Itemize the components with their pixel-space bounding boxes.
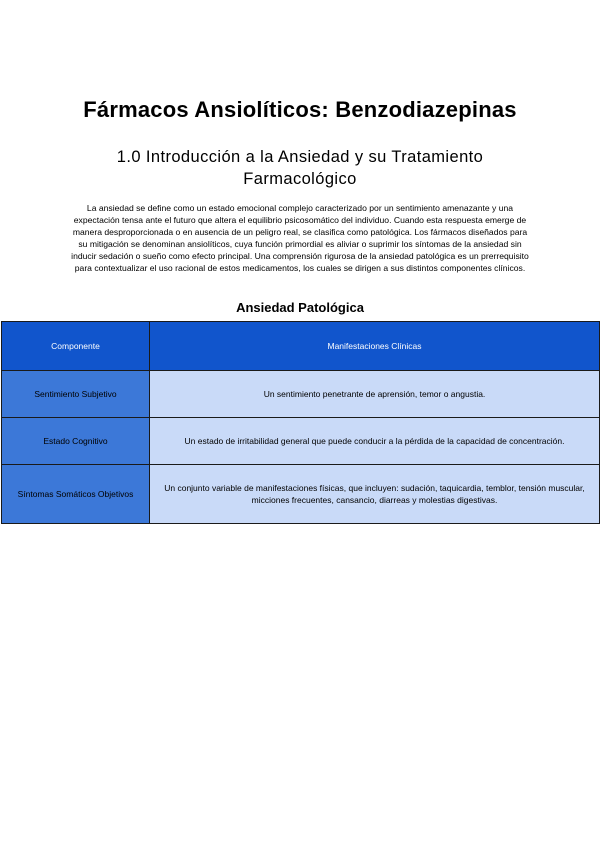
header-component: Componente xyxy=(2,322,150,371)
table-row xyxy=(2,371,600,418)
table-row xyxy=(2,418,600,465)
table-header-row xyxy=(2,322,600,371)
row-manifestations: Un sentimiento penetrante de aprensión, temor o angustia. xyxy=(150,371,600,418)
document-title: Fármacos Ansiolíticos: Benzodiazepinas xyxy=(83,97,517,122)
table-row xyxy=(2,465,600,524)
pathological-anxiety-table xyxy=(1,321,600,524)
row-manifestations: Un conjunto variable de manifestaciones físicas, que incluyen: sudación, taquicardia, temblor, tensión muscular, micciones frecuentes, cansancio, diarreas y molestias digestivas. xyxy=(150,465,600,524)
row-component: Estado Cognitivo xyxy=(2,418,150,465)
section-heading: 1.0 Introducción a la Ansiedad y su Tratamiento Farmacológico xyxy=(116,148,484,188)
row-component: Sentimiento Subjetivo xyxy=(2,371,150,418)
intro-paragraph: La ansiedad se define como un estado emocional complejo caracterizado por un sentimiento amenazante y una expectación tensa ante el futuro que altera el equilibrio psicosomático del individuo. Cuando esta respuesta emerge de manera desproporcionada o en ausencia de un peligro real, se clasifica como patológica. Los fármacos diseñados para su mitigación se denominan ansiolíticos, cuya función primordial es aliviar o suprimir los síntomas de la ansiedad sin inducir sedación o sueño como efecto principal. Una comprensión rigurosa de la ansiedad patológica es un prerrequisito para contextualizar el uso racional de estos medicamentos, los cuales se dirigen a sus distintos componentes clínicos. xyxy=(71,203,529,273)
row-manifestations: Un estado de irritabilidad general que puede conducir a la pérdida de la capacidad de concentración. xyxy=(150,418,600,465)
table-caption: Ansiedad Patológica xyxy=(236,300,364,315)
row-component: Síntomas Somáticos Objetivos xyxy=(2,465,150,524)
header-manifestations: Manifestaciones Clínicas xyxy=(150,322,600,371)
